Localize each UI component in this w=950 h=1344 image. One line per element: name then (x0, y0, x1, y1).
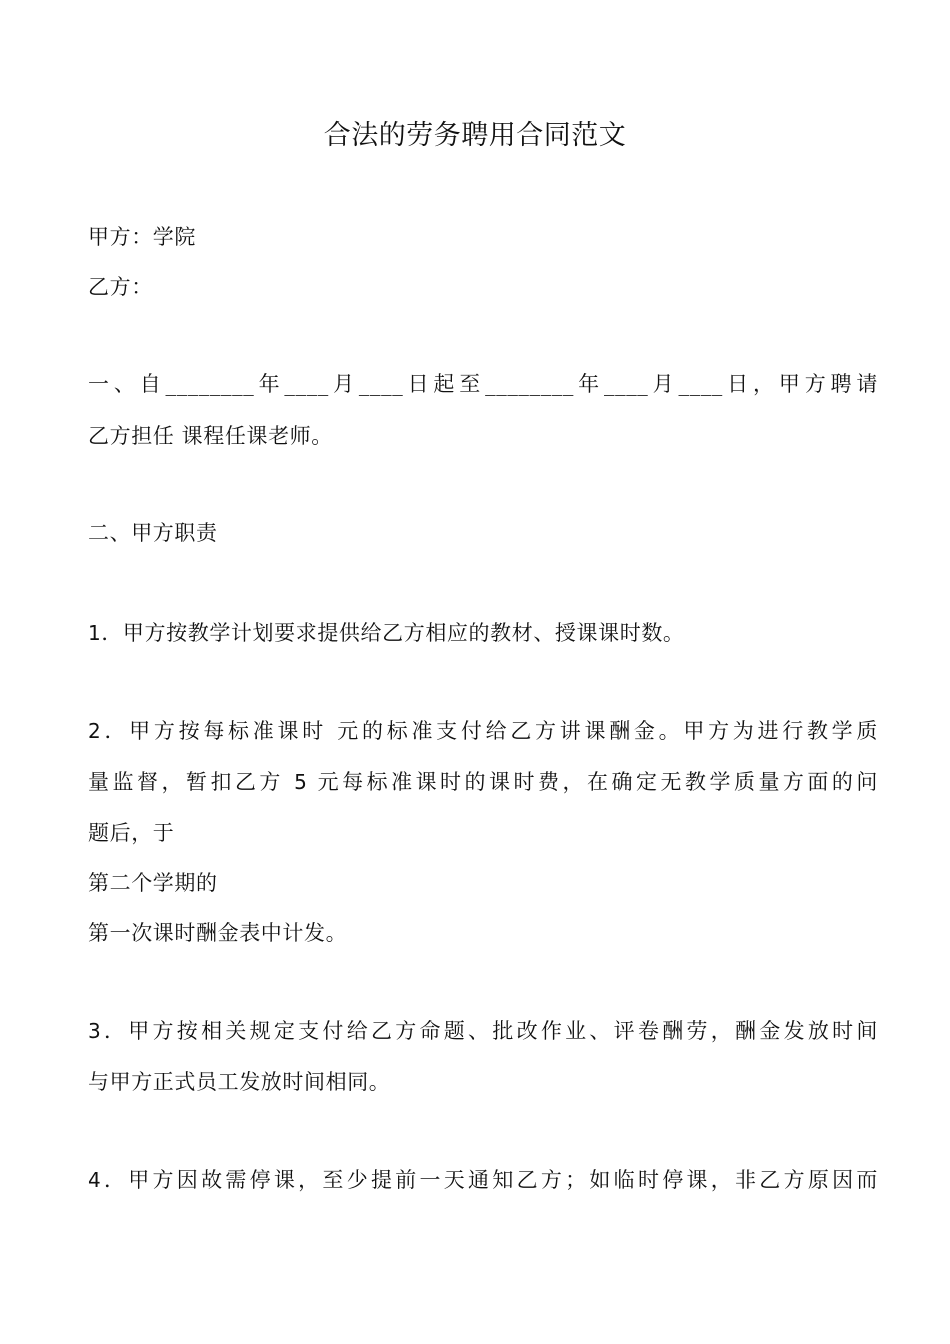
party-b-line: 乙方： (88, 275, 153, 299)
item2-amount: 5 (294, 770, 308, 794)
item3-text-1: ．甲方按相关规定支付给乙方命题、批改作业、评卷酬劳，酬金发放时间 (101, 1019, 878, 1043)
item2-line5: 第一次课时酬金表中计发。 (88, 921, 348, 945)
clause1-line2: 乙方担任 课程任课老师。 (88, 424, 333, 448)
item2-text-1: ．甲方按每标准课时 元的标准支付给乙方讲课酬金。甲方为进行教学质 (101, 719, 878, 743)
item3-line1 (88, 1016, 878, 1046)
item4-line1 (88, 1165, 878, 1195)
item1-number: 1 (88, 621, 102, 645)
item3-line2: 与甲方正式员工发放时间相同。 (88, 1070, 391, 1094)
item2-line4: 第二个学期的 (88, 871, 218, 895)
item1-line (88, 618, 878, 648)
item3-number: 3 (88, 1019, 102, 1043)
section2-heading: 二、甲方职责 (88, 521, 218, 545)
item2-text-2a: 量监督，暂扣乙方 (88, 770, 295, 794)
item2-number: 2 (88, 719, 102, 743)
item1-text: ．甲方按教学计划要求提供给乙方相应的教材、授课课时数。 (101, 621, 685, 645)
item2-text-2b: 元每标准课时的课时费，在确定无教学质量方面的问 (307, 770, 879, 794)
item2-line1 (88, 716, 878, 746)
party-a-line: 甲方：学院 (88, 225, 196, 249)
item4-number: 4 (88, 1168, 102, 1192)
item2-line2 (88, 767, 878, 797)
document-title: 合法的劳务聘用合同范文 (323, 120, 627, 151)
item4-text-1: ．甲方因故需停课，至少提前一天通知乙方；如临时停课，非乙方原因而 (101, 1168, 878, 1192)
item2-line3: 题后，于 (88, 821, 175, 845)
clause1-line1: 一、自________年____月____日起至________年____月____日，甲方聘请 (88, 372, 878, 396)
